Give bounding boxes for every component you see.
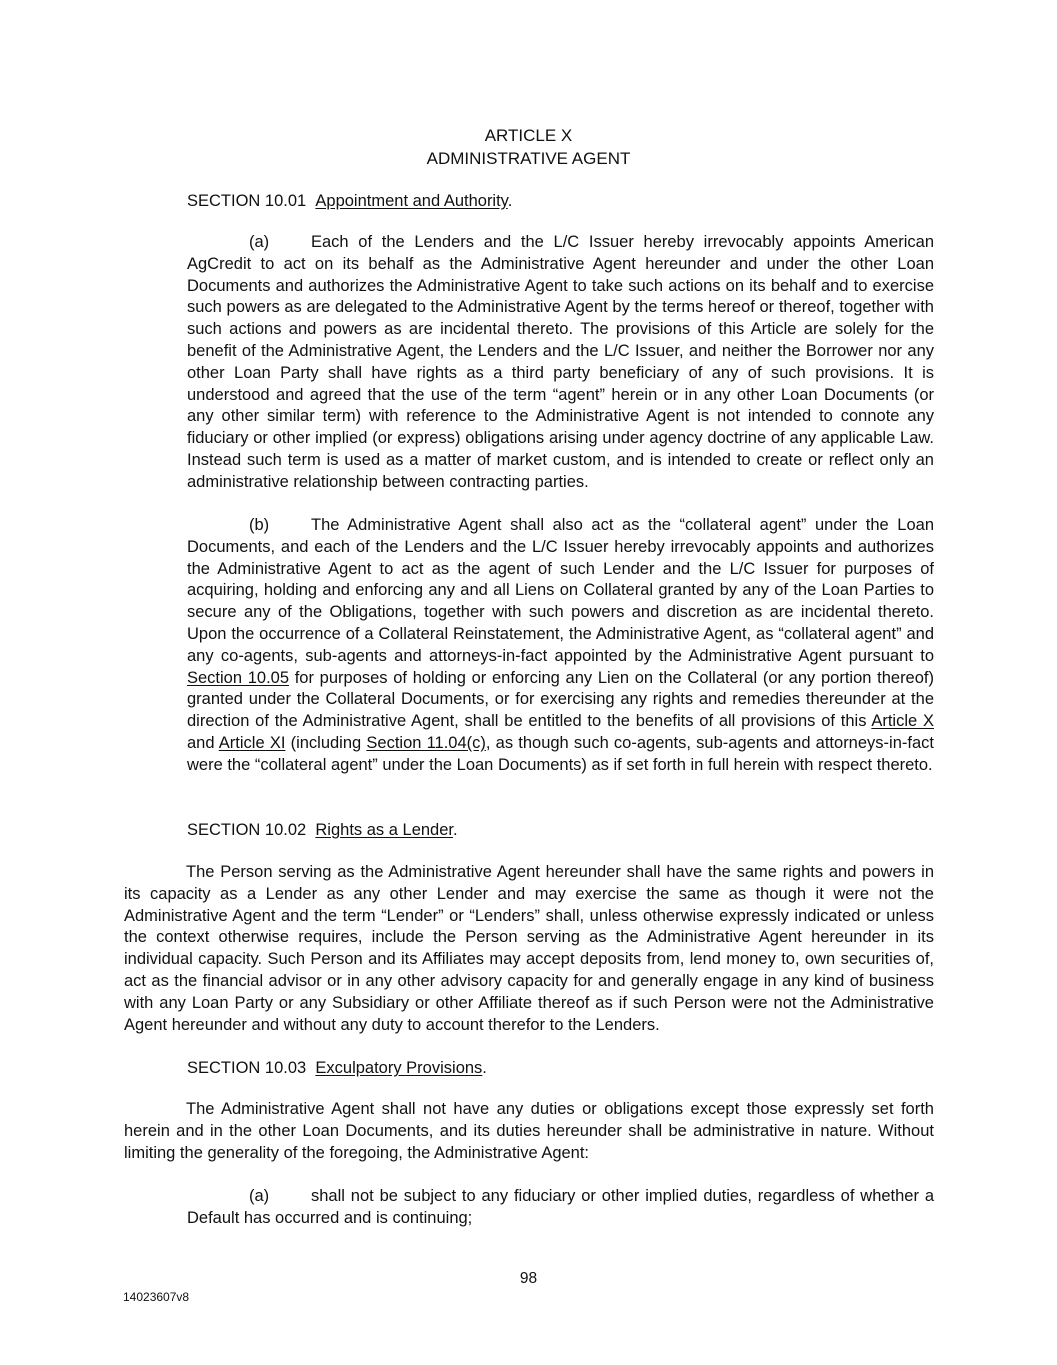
para-text: The Administrative Agent shall also act as the “collateral agent” under the Loan Documents, and each of the Lenders and the L/C Issuer hereby irrevocably appoints and authorizes the Administrative Agent to act as the agent of such Lender and the L/C Issuer for purposes of acquiring, holding and enforcing any and all Liens on Collateral granted by any of the Loan Parties to secure any of the Obligations, together with such powers and discretion as are incidental thereto. Upon the occurrence of a Collateral Reinstatement, the Administrative Agent, as “collateral agent” and any co-agents, sub-agents and attorneys-in-fact appointed by the Administrative Agent pursuant to: [187, 516, 934, 665]
section-10-01-para-b: [187, 515, 934, 777]
section-label: SECTION 10.01: [187, 192, 307, 210]
cross-reference-link[interactable]: Section 11.04(c): [366, 733, 486, 752]
section-label: SECTION 10.03: [187, 1059, 307, 1077]
section-10-02-heading: SECTION 10.02 Rights as a Lender.: [187, 821, 458, 839]
section-10-01-para-a: [187, 232, 934, 494]
section-10-01-heading: SECTION 10.01 Appointment and Authority.: [187, 192, 513, 210]
para-marker: (a): [249, 1187, 270, 1205]
article-title: ADMINISTRATIVE AGENT: [426, 149, 631, 168]
cross-reference-link[interactable]: Article XI: [218, 733, 286, 752]
section-10-02-body: [124, 862, 934, 1036]
section-title: Rights as a Lender: [315, 821, 453, 839]
document-id: 14023607v8: [123, 1290, 190, 1304]
section-label: SECTION 10.02: [187, 821, 307, 839]
section-title: Exculpatory Provisions: [315, 1059, 483, 1077]
para-text: and: [187, 733, 219, 752]
section-10-03-para-a: [187, 1186, 934, 1230]
article-number: ARTICLE X: [484, 126, 573, 145]
para-text: shall not be subject to any fiduciary or other implied duties, regardless of whether a Default has occurred and is continuing;: [187, 1187, 934, 1227]
section-title: Appointment and Authority: [315, 192, 508, 210]
cross-reference-link[interactable]: Section 10.05: [187, 668, 290, 687]
para-text: for purposes of holding or enforcing any Lien on the Collateral (or any portion thereof) granted under the Collateral Documents, or for exercising any rights and remedies thereunder at the direction of the Administrative Agent, shall be entitled to the benefits of all provisions of this: [187, 668, 934, 731]
para-marker: (b): [249, 516, 270, 534]
section-10-03-body: [124, 1099, 934, 1164]
para-text: , as though such co-agents, sub-agents and attorneys-in-fact were the “collateral agent” under the Loan Documents) as if set forth in full herein with respect thereto.: [187, 733, 934, 774]
para-text: Each of the Lenders and the L/C Issuer hereby irrevocably appoints American AgCredit to act on its behalf as the Administrative Agent hereunder and under the other Loan Documents and authorizes the Administrative Agent to take such actions on its behalf and to exercise such powers as are delegated to the Administrative Agent by the terms hereof or thereof, together with such actions and powers as are incidental thereto. The provisions of this Article are solely for the benefit of the Administrative Agent, the Lenders and the L/C Issuer, and neither the Borrower nor any other Loan Party shall have rights as a third party beneficiary of any of such provisions. It is understood and agreed that the use of the term “agent” herein or in any other Loan Documents (or any other similar term) with reference to the Administrative Agent is not intended to connote any fiduciary or other implied (or express) obligations arising under agency doctrine of any applicable Law. Instead such term is used as a matter of market custom, and is intended to create or reflect only an administrative relationship between contracting parties.: [187, 233, 934, 491]
page-number: 98: [519, 1270, 538, 1287]
para-text: (including: [285, 733, 367, 752]
cross-reference-link[interactable]: Article X: [871, 712, 934, 731]
para-text: The Person serving as the Administrative Agent hereunder shall have the same rights and powers in its capacity as a Lender as any other Lender and may exercise the same as though it were not the Administrative Agent and the term “Lender” or “Lenders” shall, unless otherwise expressly indicated or unless the context otherwise requires, include the Person serving as the Administrative Agent hereunder in its individual capacity. Such Person and its Affiliates may accept deposits from, lend money to, own securities of, act as the financial advisor or in any other advisory capacity for and generally engage in any kind of business with any Loan Party or any Subsidiary or other Affiliate thereof as if such Person were not the Administrative Agent hereunder and without any duty to account therefor to the Lenders.: [124, 863, 934, 1034]
para-marker: (a): [249, 233, 270, 251]
para-text: The Administrative Agent shall not have any duties or obligations except those expressly set forth herein and in the other Loan Documents, and its duties hereunder shall be administrative in nature. Without limiting the generality of the foregoing, the Administrative Agent:: [124, 1100, 934, 1162]
section-10-03-heading: SECTION 10.03 Exculpatory Provisions.: [187, 1059, 487, 1077]
